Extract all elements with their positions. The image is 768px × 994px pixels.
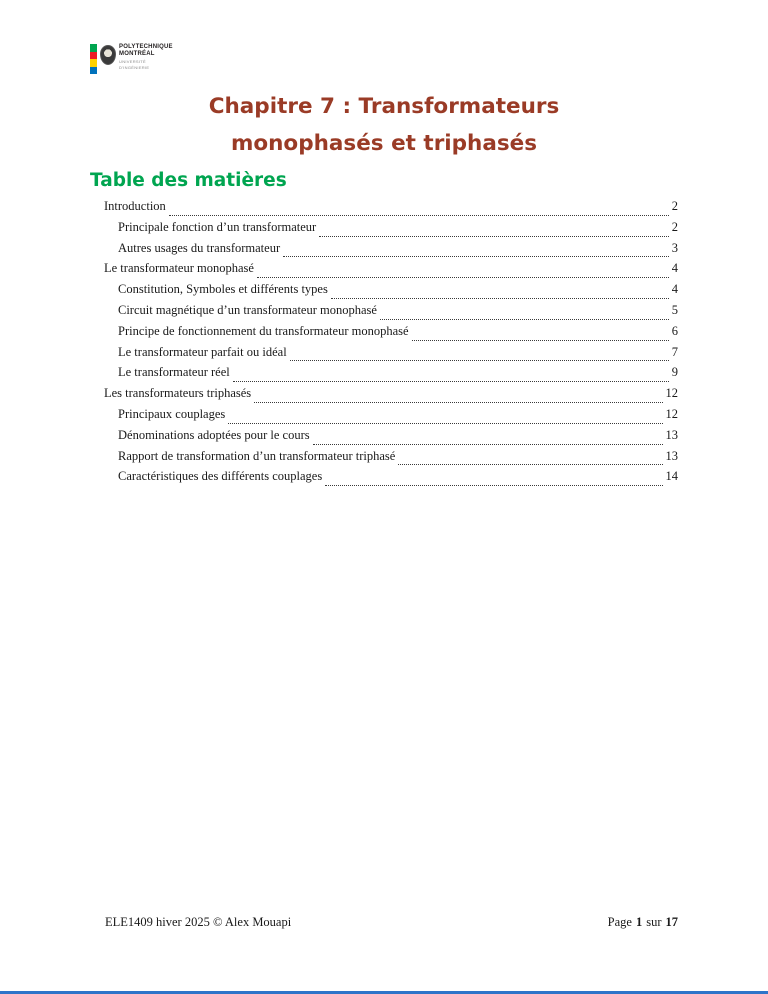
footer-page-indicator bbox=[608, 915, 678, 930]
footer-sur-label: sur bbox=[646, 915, 662, 929]
toc-entry-label: Autres usages du transformateur bbox=[118, 240, 281, 255]
toc-entry-label: Rapport de transformation d’un transformateur triphasé bbox=[118, 448, 396, 463]
toc-entry-label: Le transformateur parfait ou idéal bbox=[118, 344, 287, 359]
toc-page-number: 14 bbox=[665, 469, 678, 484]
toc-entry-label: Caractéristiques des différents couplages bbox=[118, 469, 323, 484]
logo-line3: UNIVERSITÉ bbox=[119, 59, 147, 64]
chapter-title-line2: monophasés et triphasés bbox=[230, 131, 538, 156]
page-footer bbox=[105, 915, 678, 930]
toc-entry-label: Le transformateur réel bbox=[118, 365, 230, 380]
toc-page-number: 13 bbox=[665, 427, 678, 442]
toc-heading: Table des matières bbox=[90, 170, 287, 191]
toc-page-number: 9 bbox=[671, 365, 678, 380]
logo-stripes-icon bbox=[90, 44, 97, 74]
crest-icon bbox=[100, 45, 116, 65]
toc-dot-leader bbox=[254, 402, 662, 403]
toc-entry-label: Dénominations adoptées pour le cours bbox=[118, 427, 310, 442]
toc-entry[interactable] bbox=[90, 324, 678, 345]
toc-entry[interactable] bbox=[90, 449, 678, 470]
footer-page-total: 17 bbox=[665, 915, 678, 929]
polytechnique-logo bbox=[90, 44, 173, 78]
toc-dot-leader bbox=[331, 298, 669, 299]
toc-dot-leader bbox=[412, 340, 669, 341]
toc-entry[interactable] bbox=[90, 199, 678, 220]
toc-page-number: 4 bbox=[671, 261, 678, 276]
toc-page-number: 4 bbox=[671, 282, 678, 297]
logo-line1: POLYTECHNIQUE bbox=[119, 44, 173, 50]
toc-dot-leader bbox=[169, 215, 669, 216]
chapter-title bbox=[90, 88, 678, 162]
logo-line4: D'INGÉNIERIE bbox=[119, 65, 150, 70]
toc-page-number: 13 bbox=[665, 448, 678, 463]
toc-dot-leader bbox=[398, 464, 662, 465]
footer-page-number: 1 bbox=[635, 915, 643, 929]
toc-page-number: 12 bbox=[665, 406, 678, 421]
toc-entry[interactable] bbox=[90, 469, 678, 490]
toc-dot-leader bbox=[313, 444, 663, 445]
toc-entry[interactable] bbox=[90, 303, 678, 324]
toc-page-number: 5 bbox=[671, 302, 678, 317]
toc-dot-leader bbox=[325, 485, 662, 486]
toc-entry-label: Les transformateurs triphasés bbox=[104, 386, 252, 401]
footer-page-label: Page bbox=[607, 915, 632, 929]
logo-line2: MONTRÉAL bbox=[119, 51, 155, 57]
toc-dot-leader bbox=[233, 381, 669, 382]
toc-entry[interactable] bbox=[90, 261, 678, 282]
toc-entry[interactable] bbox=[90, 282, 678, 303]
toc-page-number: 7 bbox=[671, 344, 678, 359]
toc-entry[interactable] bbox=[90, 386, 678, 407]
toc-dot-leader bbox=[228, 423, 662, 424]
toc-dot-leader bbox=[283, 256, 669, 257]
toc-dot-leader bbox=[290, 360, 669, 361]
toc-page-number: 12 bbox=[665, 386, 678, 401]
toc-page-number: 2 bbox=[671, 219, 678, 234]
toc-entry[interactable] bbox=[90, 407, 678, 428]
toc-entry[interactable] bbox=[90, 220, 678, 241]
toc-page-number: 2 bbox=[671, 199, 678, 213]
chapter-title-line1: Chapitre 7 : Transformateurs bbox=[208, 94, 560, 119]
toc-entry[interactable] bbox=[90, 241, 678, 262]
logo-wordmark bbox=[119, 44, 173, 70]
toc-dot-leader bbox=[257, 277, 669, 278]
toc-entry-label: Principe de fonctionnement du transformateur monophasé bbox=[118, 323, 409, 338]
toc-dot-leader bbox=[319, 236, 669, 237]
toc-entry[interactable] bbox=[90, 365, 678, 386]
toc-entry-label: Principaux couplages bbox=[118, 406, 226, 421]
toc-entry-label: Le transformateur monophasé bbox=[104, 261, 254, 276]
toc-page-number: 6 bbox=[671, 323, 678, 338]
toc-entry[interactable] bbox=[90, 428, 678, 449]
toc-entry-label: Principale fonction d’un transformateur bbox=[118, 219, 317, 234]
toc-entry-label: Introduction bbox=[104, 199, 166, 213]
footer-course-info: ELE1409 hiver 2025 © Alex Mouapi bbox=[105, 915, 292, 929]
toc-page-number: 3 bbox=[671, 240, 678, 255]
toc-entry-label: Constitution, Symboles et différents types bbox=[118, 282, 328, 297]
toc-entry[interactable] bbox=[90, 345, 678, 366]
toc-dot-leader bbox=[380, 319, 669, 320]
table-of-contents bbox=[90, 199, 678, 490]
toc-entry-label: Circuit magnétique d’un transformateur monophasé bbox=[118, 302, 377, 317]
